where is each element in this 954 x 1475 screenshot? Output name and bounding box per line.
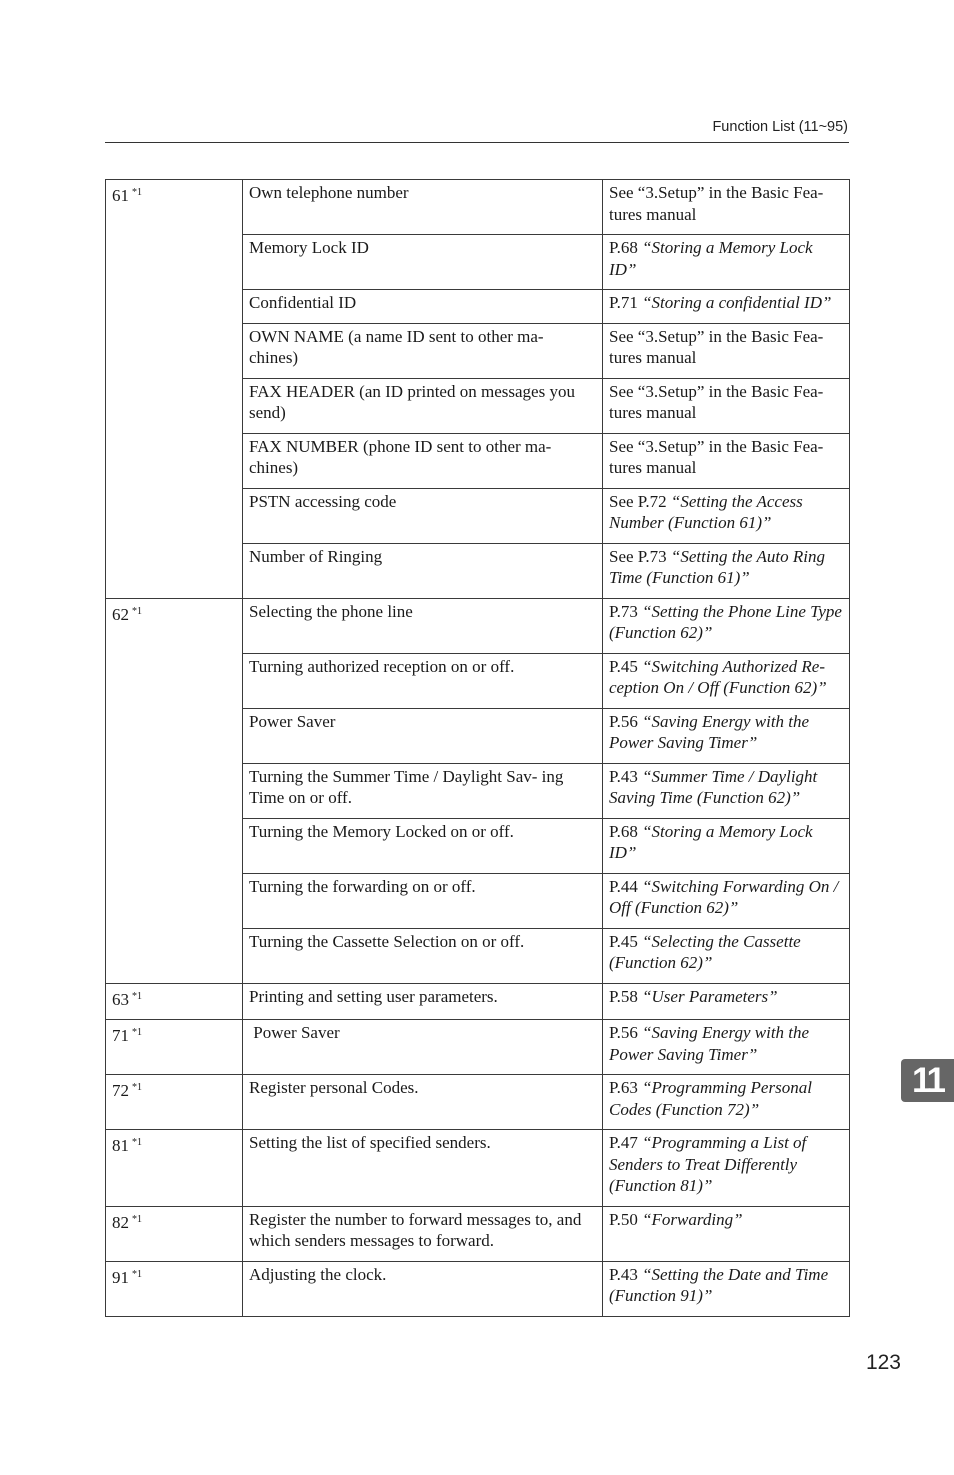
- setting-name: Setting the list of specified senders.: [243, 1130, 603, 1207]
- reference-page: P.45: [609, 656, 643, 676]
- footnote-mark: *1: [132, 1082, 142, 1093]
- reference-cell: [603, 928, 850, 983]
- setting-name: Register personal Codes.: [243, 1075, 603, 1130]
- setting-name: Selecting the phone line: [243, 598, 603, 653]
- reference-cell: [603, 1020, 850, 1075]
- reference-cell: [603, 488, 850, 543]
- function-table-body: [106, 180, 850, 1317]
- reference-cell: [603, 653, 850, 708]
- function-number-cell: [106, 1206, 243, 1261]
- table-row: [106, 983, 850, 1020]
- reference-cell: [603, 323, 850, 378]
- reference-title: “Programming a List of Senders to Treat Differently (Function 81)”: [609, 1133, 807, 1195]
- reference-page: P.73: [609, 601, 643, 621]
- setting-name: Printing and setting user parameters.: [243, 983, 603, 1020]
- setting-name: PSTN accessing code: [243, 488, 603, 543]
- reference-page: P.58: [609, 986, 643, 1006]
- reference-cell: [603, 543, 850, 598]
- function-number-cell: [106, 598, 243, 983]
- reference-cell: [603, 873, 850, 928]
- reference-page: P.50: [609, 1209, 643, 1229]
- reference-title: “Setting the Phone Line Type (Function 62)”: [609, 601, 842, 642]
- reference-cell: [603, 708, 850, 763]
- setting-name: Turning the Summer Time / Daylight Sav- ing Time on or off.: [243, 763, 603, 818]
- reference-title: “Setting the Access Number (Function 61)”: [609, 491, 803, 532]
- reference-title: “Selecting the Cassette (Function 62)”: [609, 931, 801, 972]
- setting-name: Turning the forwarding on or off.: [243, 873, 603, 928]
- function-number-cell: [106, 1020, 243, 1075]
- reference-title: “Summer Time / Daylight Saving Time (Function 62)”: [609, 766, 818, 807]
- reference-cell: [603, 235, 850, 290]
- reference-page: P.45: [609, 931, 643, 951]
- function-number-cell: [106, 983, 243, 1020]
- function-number: 82: [112, 1212, 129, 1232]
- reference-cell: [603, 818, 850, 873]
- reference-page: P.43: [609, 1264, 643, 1284]
- setting-name: Power Saver: [243, 1020, 603, 1075]
- reference-cell: [603, 763, 850, 818]
- function-number-cell: [106, 180, 243, 599]
- setting-name: Power Saver: [243, 708, 603, 763]
- setting-name: FAX NUMBER (phone ID sent to other ma- chines): [243, 433, 603, 488]
- reference-page: P.68: [609, 238, 643, 257]
- table-row: [106, 1206, 850, 1261]
- reference-page: See “3.Setup” in the Basic Fea- tures manual: [609, 183, 828, 224]
- function-number: 81: [112, 1136, 129, 1155]
- setting-name: Memory Lock ID: [243, 235, 603, 290]
- footnote-mark: *1: [132, 1268, 142, 1280]
- reference-page: See “3.Setup” in the Basic Fea- tures manual: [609, 436, 828, 477]
- chapter-tab: 11: [901, 1059, 954, 1102]
- reference-title: “User Parameters”: [642, 986, 778, 1006]
- table-row: [106, 1075, 850, 1130]
- reference-cell: [603, 433, 850, 488]
- reference-page: See P.72: [609, 491, 671, 511]
- setting-name: Own telephone number: [243, 180, 603, 235]
- reference-page: P.56: [609, 711, 643, 731]
- reference-cell: [603, 1206, 850, 1261]
- function-table: [105, 179, 850, 1317]
- table-row: [106, 180, 850, 235]
- reference-cell: [603, 983, 850, 1020]
- reference-cell: [603, 1261, 850, 1316]
- page-number: 123: [865, 1351, 901, 1374]
- reference-cell: [603, 1075, 850, 1130]
- table-row: [106, 1020, 850, 1075]
- reference-page: P.56: [609, 1023, 643, 1042]
- footnote-mark: *1: [132, 187, 142, 198]
- reference-title: “Forwarding”: [642, 1209, 743, 1229]
- reference-title: “Setting the Date and Time (Function 91)”: [609, 1264, 829, 1305]
- function-number: 63: [112, 989, 129, 1009]
- reference-title: “Storing a Memory Lock ID”: [609, 821, 813, 862]
- reference-title: “Programming Personal Codes (Function 72)”: [609, 1078, 812, 1119]
- reference-title: “Saving Energy with the Power Saving Timer”: [609, 1023, 810, 1064]
- reference-title: “Saving Energy with the Power Saving Timer”: [609, 711, 810, 752]
- function-number: 61: [112, 186, 129, 205]
- setting-name: Turning the Cassette Selection on or off.: [243, 928, 603, 983]
- footnote-mark: *1: [132, 1213, 142, 1225]
- reference-page: See “3.Setup” in the Basic Fea- tures manual: [609, 326, 828, 367]
- reference-title: “Switching Authorized Re- ception On / Off (Function 62)”: [609, 656, 827, 697]
- function-number: 91: [112, 1267, 129, 1287]
- function-number: 62: [112, 604, 129, 624]
- setting-name: Confidential ID: [243, 290, 603, 324]
- table-row: [106, 1261, 850, 1316]
- function-number: 72: [112, 1081, 129, 1100]
- reference-page: P.47: [609, 1133, 643, 1152]
- reference-cell: [603, 180, 850, 235]
- footnote-mark: *1: [132, 605, 142, 617]
- reference-title: “Storing a confidential ID”: [642, 293, 832, 312]
- footnote-mark: *1: [132, 1027, 142, 1038]
- function-number-cell: [106, 1130, 243, 1207]
- function-number-cell: [106, 1075, 243, 1130]
- footnote-mark: *1: [132, 1137, 142, 1148]
- function-number-cell: [106, 1261, 243, 1316]
- header-rule: [105, 142, 849, 143]
- reference-page: P.43: [609, 766, 643, 786]
- reference-cell: [603, 1130, 850, 1207]
- reference-page: See P.73: [609, 546, 671, 566]
- setting-name: Turning the Memory Locked on or off.: [243, 818, 603, 873]
- function-number: 71: [112, 1026, 129, 1045]
- setting-name: Adjusting the clock.: [243, 1261, 603, 1316]
- reference-cell: [603, 290, 850, 324]
- footnote-mark: *1: [132, 990, 142, 1002]
- reference-page: See “3.Setup” in the Basic Fea- tures manual: [609, 381, 828, 422]
- table-row: [106, 598, 850, 653]
- setting-name: Number of Ringing: [243, 543, 603, 598]
- setting-name: Register the number to forward messages to, and which senders messages to forward.: [243, 1206, 603, 1261]
- reference-title: “Switching Forwarding On / Off (Function 62)”: [609, 876, 839, 917]
- setting-name: FAX HEADER (an ID printed on messages you send): [243, 378, 603, 433]
- setting-name: OWN NAME (a name ID sent to other ma- chines): [243, 323, 603, 378]
- setting-name: Turning authorized reception on or off.: [243, 653, 603, 708]
- reference-title: “Setting the Auto Ring Time (Function 61)”: [609, 546, 825, 587]
- reference-cell: [603, 598, 850, 653]
- reference-page: P.68: [609, 821, 643, 841]
- reference-page: P.63: [609, 1078, 643, 1097]
- reference-cell: [603, 378, 850, 433]
- running-title: Function List (11~95): [712, 119, 848, 135]
- table-row: [106, 1130, 850, 1207]
- reference-page: P.71: [609, 293, 643, 312]
- reference-page: P.44: [609, 876, 643, 896]
- reference-title: “Storing a Memory Lock ID”: [609, 238, 813, 279]
